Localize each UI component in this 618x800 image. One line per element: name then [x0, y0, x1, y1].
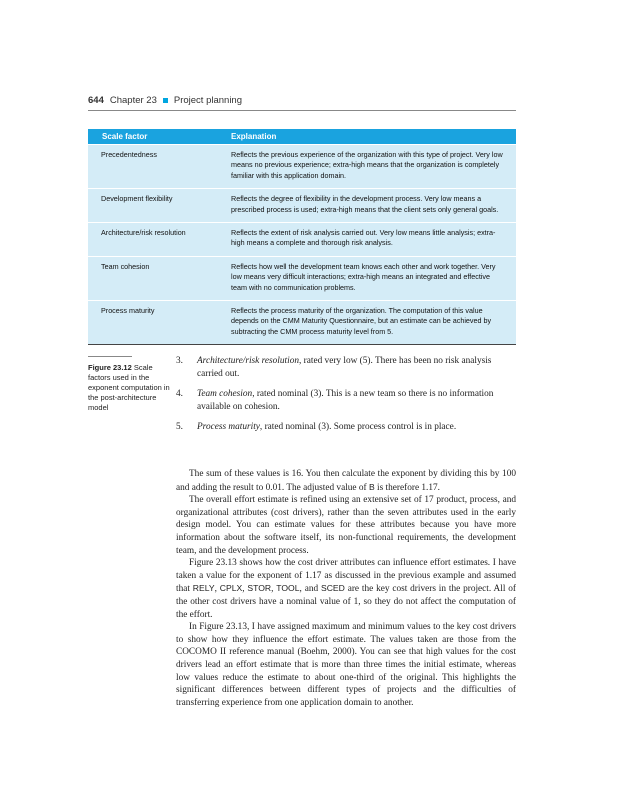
- scale-factor-table: [88, 129, 516, 345]
- section-title: Project planning: [173, 95, 243, 106]
- table-cell-factor: Development flexibility: [101, 194, 173, 204]
- table-cell-factor: Precedentedness: [101, 150, 157, 159]
- list-number: 4.: [176, 389, 183, 400]
- table-cell-explanation: Reflects the process maturity of the organization. The computation of this value depends on the CMM Maturity Questionnaire, but an estimate can be achieved by subtracting the CMM process maturity level from 5.: [231, 306, 492, 336]
- figure-caption-text: Scale factors used in the exponent computation in the post-architecture model: [88, 363, 170, 412]
- list-term: Team cohesion: [197, 389, 253, 400]
- table-row: [88, 300, 516, 344]
- caption-rule: [88, 356, 132, 357]
- table-cell-explanation: Reflects the previous experience of the organization with this type of project. Very low means no previous experience; extra-high means that the organization is completely familiar with this application domain.: [231, 150, 503, 180]
- table-row: [88, 144, 516, 188]
- figure-caption: [88, 356, 174, 413]
- paragraph: The overall effort estimate is refined using an extensive set of 17 product, process, and organizational attributes (cost drivers), rather than the seven attributes used in the early design model. You can estimate values for these attributes because you have more information about the software itself, its non-functional requirements, the development team, and the development process.: [176, 495, 516, 556]
- list-text: , rated nominal (3). This is a new team so there is no information available on cohesion.: [197, 389, 494, 412]
- list-text: , rated very low (5). There has been no risk analysis carried out.: [197, 356, 492, 379]
- table-cell-factor: Architecture/risk resolution: [101, 228, 186, 238]
- list-item: [176, 421, 516, 434]
- list-number: 5.: [176, 422, 183, 433]
- list-term: Architecture/risk resolution: [197, 356, 299, 366]
- column-header-explanation: Explanation: [231, 132, 277, 141]
- inline-code-rely: RELY: [192, 583, 215, 594]
- table-cell-explanation: Reflects how well the development team knows each other and work together. Very low means very difficult interactions; extra-high means an integrated and effective team with no communication problems.: [231, 261, 496, 292]
- list-number: 3.: [176, 356, 183, 366]
- figure-label: Figure 23.12: [88, 363, 132, 372]
- running-header: [88, 95, 516, 106]
- body-text: [176, 468, 516, 709]
- list-text: , rated nominal (3). Some process control is in place.: [259, 422, 457, 433]
- header-rule: [88, 110, 516, 111]
- header-separator-square: [163, 98, 168, 103]
- list-term: Process maturity: [197, 422, 260, 433]
- inline-code-stor: STOR: [247, 583, 272, 594]
- list-item: [176, 355, 516, 380]
- table-header: [88, 129, 516, 144]
- paragraph: Figure 23.13 shows how the cost driver attributes can influence effort estimates. I have taken a value for the exponent of 1.17 as discussed in the previous example and assumed that RELY, CPLX, STOR, TOOL, and SCED are the key cost drivers in the project. All of the other cost drivers have a nominal value of 1, so they do not affect the computation of the effort.: [176, 558, 516, 620]
- inline-code-b: B: [368, 481, 375, 492]
- chapter-label: Chapter 23: [109, 95, 157, 106]
- rating-list: [176, 355, 516, 442]
- page-number: 644: [88, 95, 104, 106]
- column-header-scale-factor: Scale factor: [102, 132, 148, 141]
- paragraph: The sum of these values is 16. You then calculate the exponent by dividing this by 100 and adding the result to 0.01. The adjusted value of B is therefore 1.17.: [176, 469, 516, 493]
- paragraph: In Figure 23.13, I have assigned maximum and minimum values to the key cost drivers to show how they influence the effort estimate. The values taken are those from the COCOMO II reference manual (Boehm, 2000). You can see that high values for the cost drivers lead an effort estimate that is more than three times the initial estimate, whereas low values reduce the estimate to about one-third of the original. This highlights the significant differences between different types of projects and the difficulties of transferring experience from one application domain to another.: [176, 622, 516, 708]
- table-cell-factor: Process maturity: [101, 306, 155, 316]
- table-row: [88, 222, 516, 256]
- inline-code-tool: TOOL: [276, 583, 300, 594]
- table-row: [88, 188, 516, 222]
- table-cell-explanation: Reflects the extent of risk analysis carried out. Very low means little analysis; extra-high means a complete and thorough risk analysis.: [231, 228, 496, 248]
- inline-code-sced: SCED: [320, 583, 345, 594]
- table-cell-explanation: Reflects the degree of flexibility in the development process. Very low means a prescribed process is used; extra-high means that the client sets only general goals.: [231, 194, 499, 214]
- inline-code-cplx: CPLX: [219, 583, 243, 594]
- table-row: [88, 256, 516, 300]
- table-cell-factor: Team cohesion: [101, 261, 150, 271]
- list-item: [176, 388, 516, 413]
